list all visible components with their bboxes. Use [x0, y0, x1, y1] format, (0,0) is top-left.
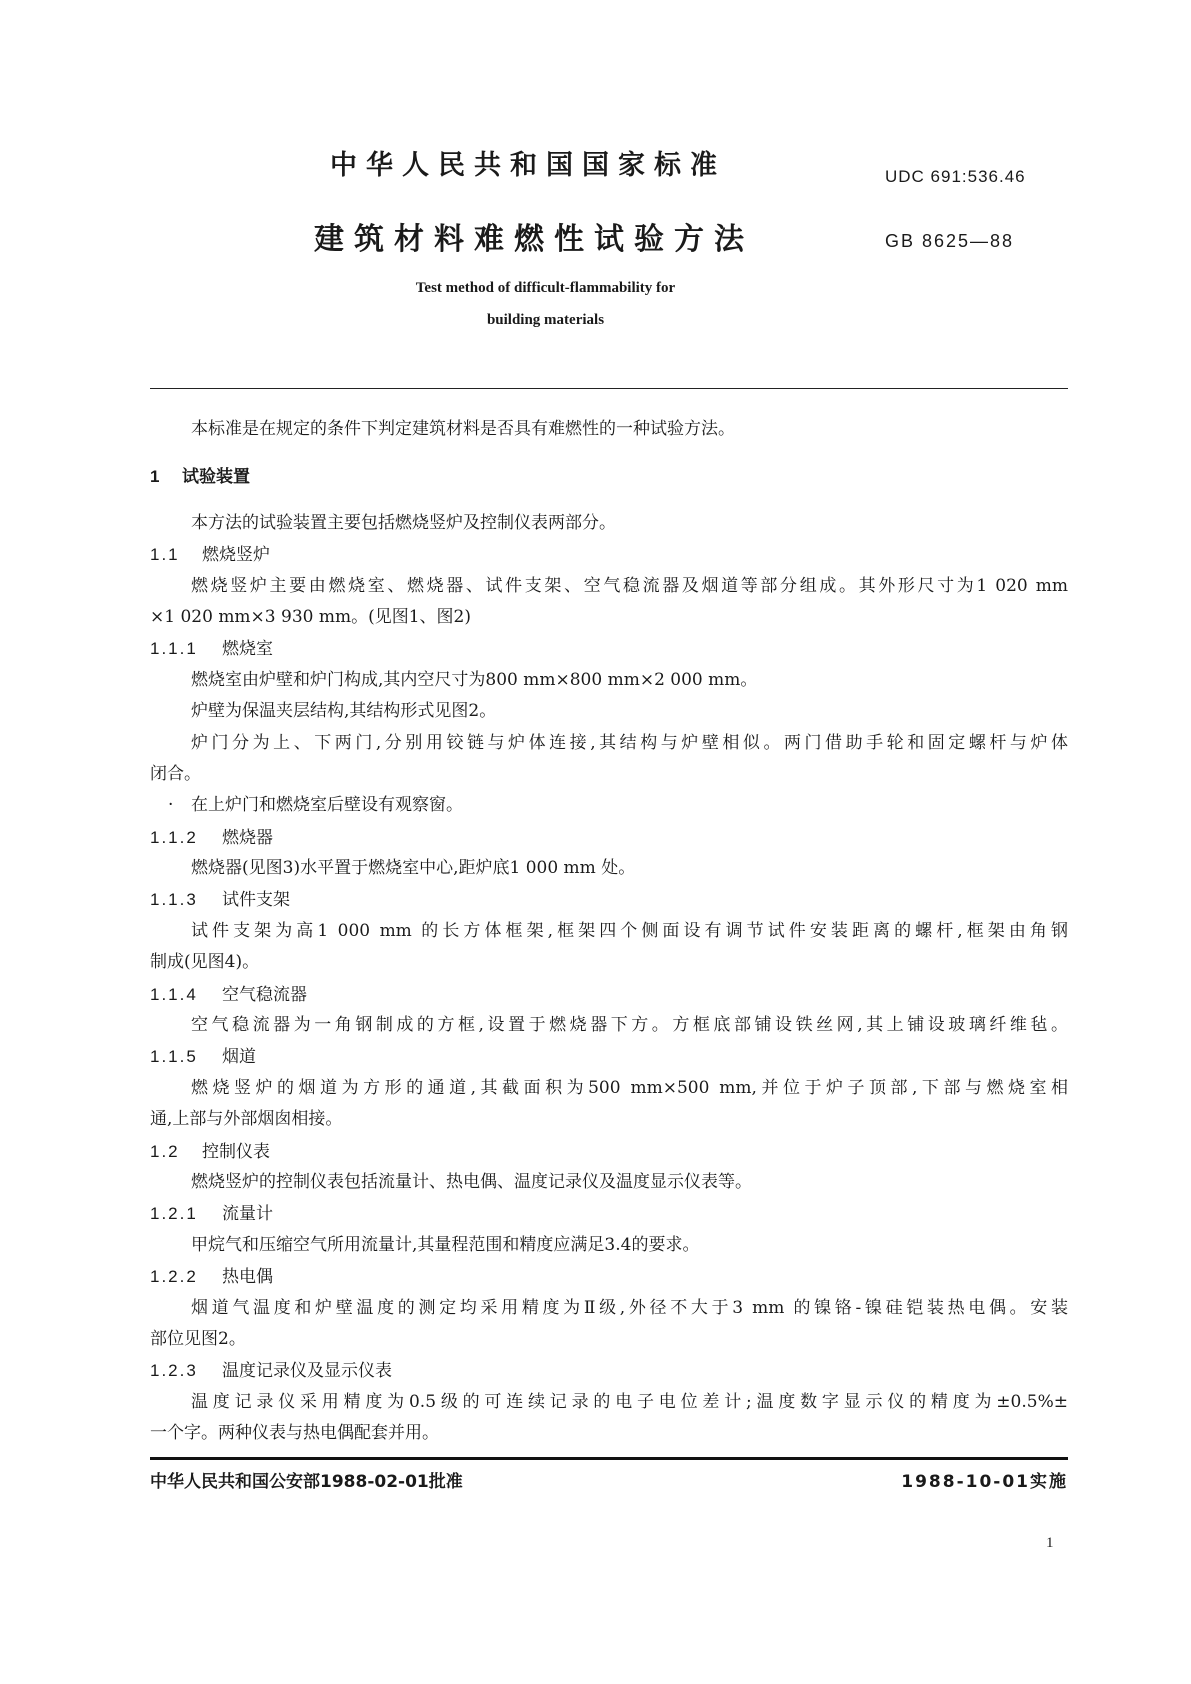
paragraph: 一个字。两种仪表与热电偶配套并用。	[150, 1423, 439, 1444]
section-number: 1.1.1	[150, 639, 198, 659]
paragraph: 烟道气温度和炉壁温度的测定均采用精度为Ⅱ级,外径不大于3 mm 的镍铬-镍硅铠装热电偶。安装	[191, 1297, 1068, 1318]
section-number: 1.1.4	[150, 984, 198, 1004]
section-1-1-5-heading	[150, 1041, 1068, 1072]
paragraph	[150, 790, 1068, 821]
document-title: 建筑材料难燃性试验方法	[314, 222, 754, 257]
footer-divider	[150, 1457, 1068, 1460]
section-1-1-heading	[150, 539, 1068, 570]
section-number: 1.1.5	[150, 1047, 198, 1067]
section-number: 1	[150, 467, 162, 487]
section-title: 热电偶	[222, 1267, 273, 1288]
effective-date: 1988-10-01实施	[901, 1472, 1068, 1492]
section-1-heading	[150, 461, 1068, 492]
section-number: 1.2.1	[150, 1204, 198, 1224]
section-title: 流量计	[222, 1204, 273, 1225]
paragraph: 燃烧竖炉主要由燃烧室、燃烧器、试件支架、空气稳流器及烟道等部分组成。其外形尺寸为1 020 mm	[191, 575, 1068, 596]
header-divider	[150, 388, 1068, 389]
paragraph: ×1 020 mm×3 930 mm。(见图1、图2)	[150, 606, 472, 627]
gb-number: GB 8625—88	[885, 231, 1015, 251]
section-1-1-1-heading	[150, 633, 1068, 664]
section-title: 控制仪表	[202, 1141, 270, 1162]
paragraph: 闭合。	[150, 763, 201, 784]
section-number: 1.1.3	[150, 890, 198, 910]
english-title-line-1: Test method of difficult-flammability for	[415, 280, 676, 296]
paragraph: 制成(见图4)。	[150, 952, 260, 973]
section-1-2-heading	[150, 1136, 1068, 1167]
section-title: 烟道	[222, 1047, 256, 1068]
paragraph: 空气稳流器为一角钢制成的方框,设置于燃烧器下方。方框底部铺设铁丝网,其上铺设玻璃纤维毡。	[191, 1015, 1068, 1036]
paragraph: 燃烧器(见图3)水平置于燃烧室中心,距炉底1 000 mm 处。	[191, 858, 636, 879]
document-body	[150, 414, 1068, 1450]
section-title: 试验装置	[182, 467, 250, 488]
section-1-1-3-heading	[150, 884, 1068, 915]
paragraph: 燃烧竖炉的烟道为方形的通道,其截面积为500 mm×500 mm,并位于炉子顶部,下部与燃烧室相	[191, 1077, 1068, 1098]
section-1-1-4-heading	[150, 979, 1068, 1010]
english-title-line-2: building materials	[486, 312, 605, 328]
section-title: 燃烧竖炉	[202, 545, 270, 566]
section-title: 试件支架	[222, 890, 290, 911]
paragraph-text: 在上炉门和燃烧室后壁设有观察窗。	[191, 795, 463, 816]
section-number: 1.2.3	[150, 1361, 198, 1381]
paragraph: 燃烧竖炉的控制仪表包括流量计、热电偶、温度记录仪及温度显示仪表等。	[191, 1171, 752, 1192]
paragraph: 燃烧室由炉壁和炉门构成,其内空尺寸为800 mm×800 mm×2 000 mm。	[191, 669, 758, 690]
paragraph: 部位见图2。	[150, 1328, 246, 1349]
section-number: 1.2.2	[150, 1267, 198, 1287]
standard-type-title: 中华人民共和国国家标准	[330, 150, 726, 181]
udc-code: UDC 691:536.46	[885, 167, 1026, 186]
section-title: 空气稳流器	[222, 984, 307, 1005]
paragraph: 本方法的试验装置主要包括燃烧竖炉及控制仪表两部分。	[191, 512, 616, 533]
section-1-2-3-heading	[150, 1355, 1068, 1386]
paragraph: 炉壁为保温夹层结构,其结构形式见图2。	[191, 701, 497, 722]
section-title: 温度记录仪及显示仪表	[222, 1361, 392, 1382]
intro-paragraph: 本标准是在规定的条件下判定建筑材料是否具有难燃性的一种试验方法。	[191, 419, 735, 439]
paragraph: 炉门分为上、下两门,分别用铰链与炉体连接,其结构与炉壁相似。两门借助手轮和固定螺杆与炉体	[191, 732, 1068, 753]
section-1-2-1-heading	[150, 1198, 1068, 1229]
section-title: 燃烧室	[222, 639, 273, 660]
paragraph: 通,上部与外部烟囱相接。	[150, 1109, 343, 1130]
section-number: 1.1	[150, 545, 180, 565]
section-title: 燃烧器	[222, 827, 273, 848]
approval-note: 中华人民共和国公安部1988-02-01批准	[150, 1472, 463, 1492]
section-1-1-2-heading	[150, 822, 1068, 853]
paragraph: 试件支架为高1 000 mm 的长方体框架,框架四个侧面设有调节试件安装距离的螺杆,框架由角钢	[191, 920, 1068, 941]
page-number: 1	[1046, 1535, 1054, 1551]
paragraph: 温度记录仪采用精度为0.5级的可连续记录的电子电位差计;温度数字显示仪的精度为±0.5%±	[191, 1391, 1068, 1412]
paragraph: 甲烷气和压缩空气所用流量计,其量程范围和精度应满足3.4的要求。	[191, 1234, 700, 1255]
section-number: 1.2	[150, 1141, 180, 1161]
section-1-2-2-heading	[150, 1261, 1068, 1292]
scan-speck: ·	[168, 795, 174, 816]
section-number: 1.1.2	[150, 827, 198, 847]
